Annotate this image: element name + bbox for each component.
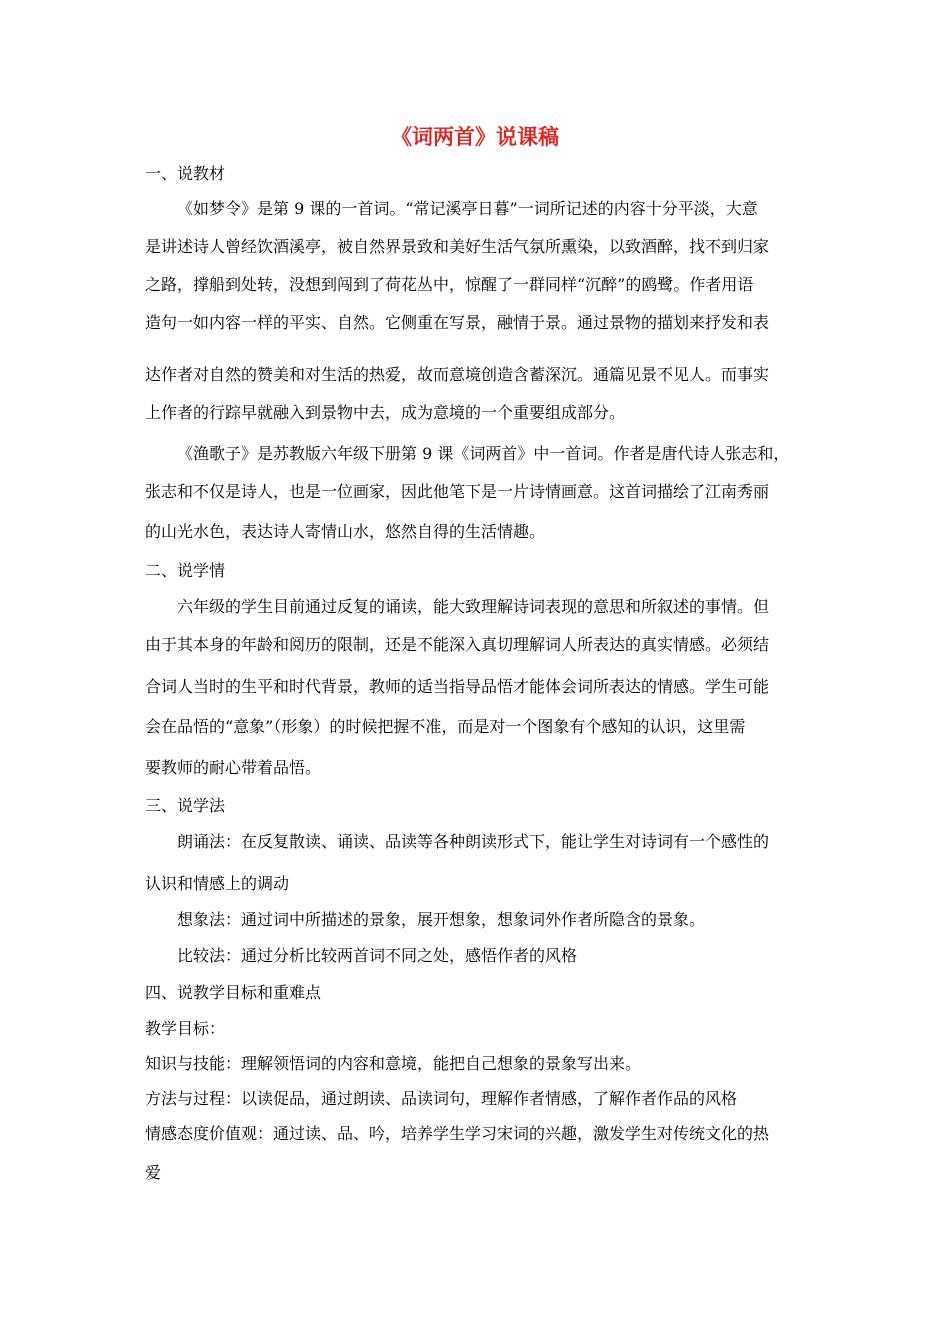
document-title: 《词两首》说课稿 — [391, 124, 559, 149]
paragraph-line: 达作者对自然的赞美和对生活的热爱，故而意境创造含蓄深沉。通篇见景不见人。而事实 — [145, 365, 770, 384]
goal-item: 方法与过程：以读促品，通过朗读、品读词句，理解作者情感，了解作者作品的风格 — [145, 1089, 738, 1108]
paragraph-line: 合词人当时的生平和时代背景，教师的适当指导品悟才能体会词所表达的情感。学生可能 — [145, 677, 770, 696]
paragraph-line: 之路，撑船到处转，没想到闯到了荷花丛中，惊醒了一群同样“沉醉”的鸥鹭。作者用语 — [145, 275, 754, 294]
subheading-teaching-goals: 教学目标： — [145, 1019, 226, 1038]
section-heading-student-analysis: 二、说学情 — [145, 561, 226, 580]
paragraph-line: 的山光水色，表达诗人寄情山水，悠然自得的生活情趣。 — [145, 522, 546, 541]
paragraph-line: 《如梦令》是第 9 课的一首词。“常记溪亭日暮”一词所记述的内容十分平淡，大意 — [177, 199, 758, 218]
goal-item: 情感态度价值观：通过读、品、吟，培养学生学习宋词的兴趣，激发学生对传统文化的热 — [145, 1124, 770, 1143]
paragraph-line: 认识和情感上的调动 — [145, 874, 290, 893]
goal-item: 爱 — [145, 1163, 162, 1182]
paragraph-line: 会在品悟的“意象”（形象）的时候把握不准，而是对一个图象有个感知的认识，这里需 — [145, 717, 746, 736]
section-heading-learning-methods: 三、说学法 — [145, 796, 226, 815]
paragraph-line: 朗诵法：在反复散读、诵读、品读等各种朗读形式下，能让学生对诗词有一个感性的 — [177, 832, 770, 851]
paragraph-line: 比较法：通过分析比较两首词不同之处，感悟作者的风格 — [177, 946, 578, 965]
paragraph-line: 是讲述诗人曾经饮酒溪亭，被自然界景致和美好生活气氛所熏染，以致酒醉，找不到归家 — [145, 237, 770, 256]
paragraph-line: 六年级的学生目前通过反复的诵读，能大致理解诗词表现的意思和所叙述的事情。但 — [177, 597, 770, 616]
paragraph-line: 上作者的行踪早就融入到景物中去，成为意境的一个重要组成部分。 — [145, 403, 626, 422]
paragraph-line: 要教师的耐心带着品悟。 — [145, 758, 322, 777]
paragraph-line: 《渔歌子》是苏教版六年级下册第 9 课《词两首》中一首词。作者是唐代诗人张志和， — [177, 444, 790, 463]
paragraph-line: 张志和不仅是诗人，也是一位画家，因此他笔下是一片诗情画意。这首词描绘了江南秀丽 — [145, 482, 770, 501]
goal-item: 知识与技能：理解领悟词的内容和意境，能把自己想象的景象写出来。 — [145, 1054, 642, 1073]
paragraph-line: 想象法：通过词中所描述的景象，展开想象，想象词外作者所隐含的景象。 — [177, 910, 706, 929]
paragraph-line: 由于其本身的年龄和阅历的限制，还是不能深入真切理解词人所表达的真实情感。必须结 — [145, 635, 770, 654]
paragraph-line: 造句一如内容一样的平实、自然。它侧重在写景，融情于景。通过景物的描划来抒发和表 — [145, 313, 770, 332]
section-heading-teaching-material: 一、说教材 — [145, 164, 226, 183]
section-heading-teaching-goals: 四、说教学目标和重难点 — [145, 983, 322, 1002]
